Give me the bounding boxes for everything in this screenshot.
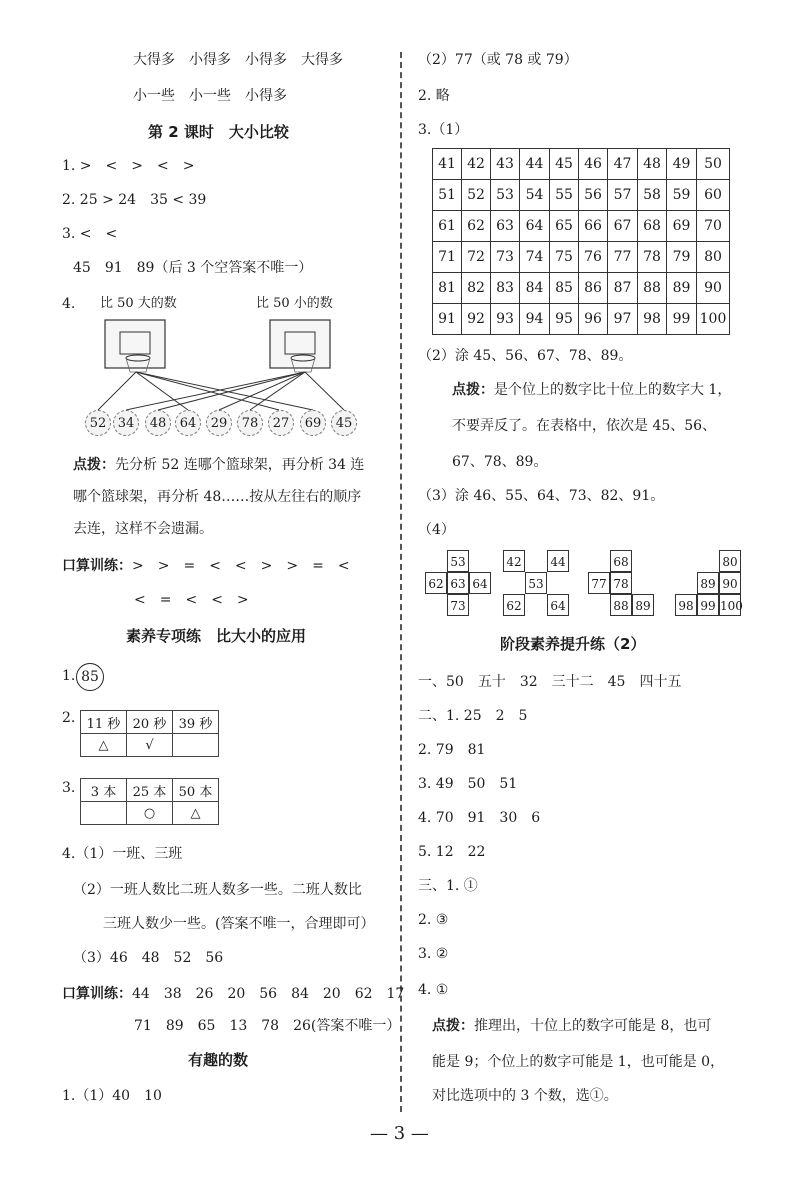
section-title: 有趣的数: [188, 1051, 249, 1069]
oral-answers: 44 38 26 20 56 84 20 62 17: [132, 986, 405, 1002]
puzzle-cell: 68: [610, 550, 632, 572]
tip-text: 是个位上的数字比十位上的数字大 1，: [494, 382, 732, 398]
book-table: [80, 778, 219, 825]
grid-cell: 92: [462, 304, 491, 335]
basketball: 52: [85, 410, 111, 436]
puzzle-cell: 62: [503, 594, 525, 616]
answer-line: 3. ②: [418, 946, 449, 962]
puzzle-cell: 78: [610, 572, 632, 594]
tip-label: 点拨：: [73, 457, 115, 473]
column-divider: [400, 52, 402, 1112]
grid-cell: 43: [491, 149, 520, 180]
puzzle-cell: 99: [697, 594, 719, 616]
answer-line: 1. > < > < >: [62, 158, 195, 174]
answer-line: （3）涂 46、55、64、73、82、91。: [418, 488, 665, 504]
grid-cell: 61: [433, 211, 462, 242]
section-title: 素养专项练 比大小的应用: [126, 627, 307, 645]
grid-cell: 54: [520, 180, 550, 211]
puzzle-cell: 53: [525, 572, 547, 594]
answer-line: 2. ③: [418, 912, 449, 928]
grid-cell: 44: [520, 149, 550, 180]
tip-text: 67、78、89。: [452, 454, 548, 470]
grid-cell: 63: [491, 211, 520, 242]
basketball: 45: [331, 410, 357, 436]
tip-text: 对比选项中的 3 个数，选①。: [432, 1088, 618, 1104]
puzzle-cell: 89: [632, 594, 654, 616]
grid-cell: 91: [433, 304, 462, 335]
puzzle-cell: 100: [719, 594, 741, 616]
puzzle-cell: 80: [719, 550, 741, 572]
answer-line: 三班人数少一些。(答案不唯一，合理即可）: [103, 916, 375, 932]
answer-line: 45 91 89（后 3 个空答案不唯一）: [73, 260, 313, 276]
grid-cell: 48: [638, 149, 667, 180]
answer-line: 3. < <: [62, 226, 118, 242]
grid-cell: 75: [550, 242, 579, 273]
tip: [73, 455, 364, 475]
grid-cell: 41: [433, 149, 462, 180]
answer-line: （2）77（或 78 或 79）: [418, 52, 578, 68]
answer-line: 4.（1）一班、三班: [62, 846, 183, 862]
grid-cell: 73: [491, 242, 520, 273]
grid-cell: 65: [550, 211, 579, 242]
table-header: 39 秒: [173, 711, 219, 734]
table-header: 50 本: [173, 779, 219, 802]
oral-training: [62, 556, 350, 576]
grid-cell: 68: [638, 211, 667, 242]
tip: [452, 380, 731, 400]
hoop-right-label: 比 50 小的数: [256, 296, 333, 311]
oral-answers: > > = < < > > = <: [132, 558, 350, 574]
grid-cell: 42: [462, 149, 491, 180]
grid-cell: 89: [667, 273, 697, 304]
grid-cell: 71: [433, 242, 462, 273]
answer-line: （4）: [418, 522, 455, 538]
answer-line: 1.（1）40 10: [62, 1088, 162, 1104]
puzzle-cell: 64: [469, 572, 491, 594]
puzzle-cell: 42: [503, 550, 525, 572]
grid-cell: 52: [462, 180, 491, 211]
puzzle-cell: 98: [675, 594, 697, 616]
grid-cell: 59: [667, 180, 697, 211]
answer-line: 小一些 小一些 小得多: [133, 88, 287, 104]
question-number: 3.: [62, 780, 76, 796]
puzzle-cell: 64: [547, 594, 569, 616]
grid-cell: 70: [697, 211, 730, 242]
answer-line: 2. 25 > 24 35 < 39: [62, 192, 207, 208]
grid-cell: 55: [550, 180, 579, 211]
basketball-diagram: [60, 310, 390, 420]
grid-cell: 66: [579, 211, 608, 242]
table-header: 25 本: [127, 779, 173, 802]
grid-cell: 74: [520, 242, 550, 273]
grid-cell: 49: [667, 149, 697, 180]
grid-cell: 69: [667, 211, 697, 242]
grid-cell: 84: [520, 273, 550, 304]
circled-answer: 85: [76, 663, 104, 691]
grid-cell: 60: [697, 180, 730, 211]
oral-training: [62, 984, 404, 1004]
question-number: 4.: [62, 296, 76, 312]
table-mark: [81, 802, 127, 825]
answer-line: 2. 略: [418, 88, 450, 104]
grid-cell: 72: [462, 242, 491, 273]
grid-cell: 86: [579, 273, 608, 304]
grid-cell: 53: [491, 180, 520, 211]
answer-line: 2. 79 81: [418, 742, 486, 758]
section-title: 第 2 课时 大小比较: [148, 123, 289, 141]
grid-cell: 57: [608, 180, 638, 211]
puzzle-cell: 53: [447, 550, 469, 572]
grid-cell: 62: [462, 211, 491, 242]
time-table: [80, 710, 219, 757]
grid-cell: 46: [579, 149, 608, 180]
basketball: 64: [175, 410, 201, 436]
grid-cell: 78: [638, 242, 667, 273]
grid-cell: 88: [638, 273, 667, 304]
grid-cell: 64: [520, 211, 550, 242]
grid-cell: 96: [579, 304, 608, 335]
grid-cell: 77: [608, 242, 638, 273]
tip-text: 先分析 52 连哪个篮球架，再分析 34 连: [115, 457, 365, 473]
grid-cell: 97: [608, 304, 638, 335]
basketball: 29: [206, 410, 232, 436]
grid-cell: 99: [667, 304, 697, 335]
table-mark: [173, 734, 219, 757]
page-number: — 3 —: [370, 1123, 429, 1144]
grid-cell: 56: [579, 180, 608, 211]
question-number: 1.: [62, 668, 76, 684]
puzzle-cell: 63: [447, 572, 469, 594]
oral-answers: 71 89 65 13 78 26(答案不唯一）: [134, 1018, 401, 1034]
puzzle-cell: 73: [447, 594, 469, 616]
basketball: 34: [113, 410, 139, 436]
grid-cell: 51: [433, 180, 462, 211]
basketball: 48: [145, 410, 171, 436]
tip-text: 哪个篮球架，再分析 48……按从左往右的顺序: [73, 489, 362, 505]
oral-label: 口算训练：: [62, 558, 132, 574]
basketball: 27: [268, 410, 294, 436]
tip: [432, 1016, 711, 1036]
tip-label: 点拨：: [432, 1018, 474, 1034]
answer-line: 一、50 五十 32 三十二 45 四十五: [418, 674, 682, 690]
answer-line: 3. 49 50 51: [418, 776, 518, 792]
answer-line: 三、1. ①: [418, 878, 478, 894]
table-mark: ○: [127, 802, 173, 825]
basketball: 69: [300, 410, 326, 436]
answer-line: 4. 70 91 30 6: [418, 810, 541, 826]
grid-cell: 100: [697, 304, 730, 335]
answer-line: 4. ①: [418, 982, 449, 998]
puzzle-cell: 90: [719, 572, 741, 594]
table-mark: △: [173, 802, 219, 825]
table-mark: √: [127, 734, 173, 757]
grid-cell: 81: [433, 273, 462, 304]
grid-cell: 98: [638, 304, 667, 335]
grid-cell: 79: [667, 242, 697, 273]
tip-text: 推理出，十位上的数字可能是 8，也可: [474, 1018, 712, 1034]
puzzle-cell: 62: [425, 572, 447, 594]
grid-cell: 67: [608, 211, 638, 242]
table-mark: △: [81, 734, 127, 757]
grid-cell: 76: [579, 242, 608, 273]
tip-text: 能是 9；个位上的数字可能是 1，也可能是 0，: [432, 1054, 725, 1070]
oral-label: 口算训练：: [62, 986, 132, 1002]
number-grid: [432, 148, 730, 335]
table-header: 20 秒: [127, 711, 173, 734]
hoop-left-label: 比 50 大的数: [100, 296, 177, 311]
puzzle-cell: 77: [588, 572, 610, 594]
grid-cell: 94: [520, 304, 550, 335]
grid-cell: 85: [550, 273, 579, 304]
question-number: 2.: [62, 710, 76, 726]
table-header: 11 秒: [81, 711, 127, 734]
grid-cell: 58: [638, 180, 667, 211]
answer-line: （3）46 48 52 56: [73, 950, 224, 966]
basketball: 78: [237, 410, 263, 436]
answer-line: 5. 12 22: [418, 844, 486, 860]
oral-answers: < = < < >: [134, 592, 249, 608]
grid-cell: 82: [462, 273, 491, 304]
answer-line: （2）涂 45、56、67、78、89。: [418, 348, 633, 364]
table-header: 3 本: [81, 779, 127, 802]
answer-line: 大得多 小得多 小得多 大得多: [133, 52, 343, 68]
answer-line: 二、1. 25 2 5: [418, 708, 528, 724]
grid-cell: 93: [491, 304, 520, 335]
answer-line: 3.（1）: [418, 122, 469, 138]
tip-text: 去连，这样不会遗漏。: [73, 521, 213, 537]
puzzle-cell: 88: [610, 594, 632, 616]
grid-cell: 90: [697, 273, 730, 304]
grid-cell: 50: [697, 149, 730, 180]
tip-label: 点拨：: [452, 382, 494, 398]
grid-cell: 80: [697, 242, 730, 273]
answer-line: （2）一班人数比二班人数多一些。二班人数比: [73, 882, 362, 898]
grid-cell: 47: [608, 149, 638, 180]
grid-cell: 87: [608, 273, 638, 304]
puzzle-cell: 89: [697, 572, 719, 594]
section-title: 阶段素养提升练（2）: [500, 635, 646, 653]
tip-text: 不要弄反了。在表格中，依次是 45、56、: [452, 418, 717, 434]
puzzle-cell: 44: [547, 550, 569, 572]
grid-cell: 95: [550, 304, 579, 335]
grid-cell: 83: [491, 273, 520, 304]
grid-cell: 45: [550, 149, 579, 180]
